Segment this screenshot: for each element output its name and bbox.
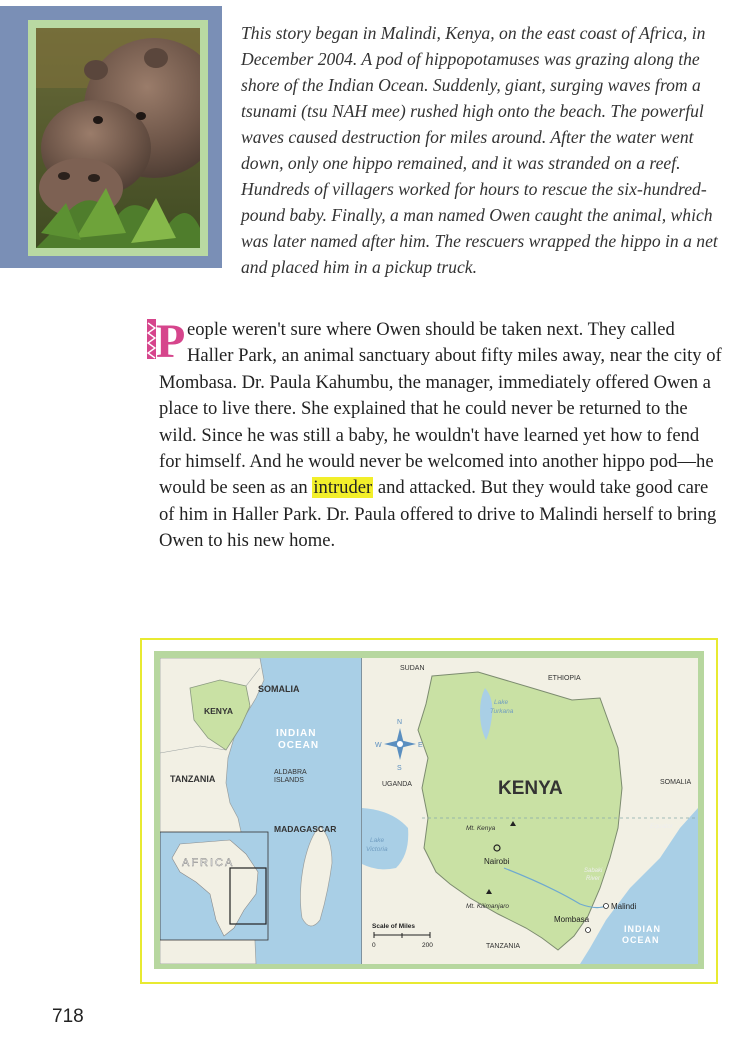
- drop-cap-letter: P: [156, 317, 185, 361]
- page-number: 718: [52, 1006, 84, 1027]
- label-sudan: SUDAN: [400, 665, 425, 672]
- label-aldabra-2: ISLANDS: [274, 777, 304, 784]
- body-text-end: and attacked. But they would take good care of him in Haller Park. Dr. Paula offered to drive to Malindi herself to bring Owen to his new home.: [159, 477, 717, 552]
- label-africa: AFRICA: [182, 857, 235, 869]
- label-mombasa: Mombasa: [554, 915, 590, 924]
- label-lake-victoria-1: Lake: [370, 837, 385, 844]
- label-lake-victoria-2: Victoria: [366, 846, 388, 853]
- photo-frame: [0, 6, 222, 268]
- mombasa-dot: [586, 928, 591, 933]
- label-indian-ocean-left-1: INDIAN: [276, 728, 317, 739]
- body-paragraph: [156, 317, 724, 555]
- body-text-start: eople weren't sure where Owen should be taken next. They called Haller Park, an animal sanctuary about fifty miles away, near the city of Mombasa. Dr. Paula Kahumbu, the manager, immediately offered Owen a place to live there. She explained that he could never be returned to the wild. Since he was still a baby, he wouldn't have learned yet how to fend for himself. And he would never be welcomed into another hippo pod—he would be seen as an: [159, 319, 722, 499]
- label-mt-kenya: Mt. Kenya: [466, 825, 496, 832]
- label-mt-kilimanjaro: Mt. Kilimanjaro: [466, 903, 509, 910]
- label-tanzania-right: TANZANIA: [486, 943, 521, 950]
- compass-n: N: [397, 719, 403, 726]
- malindi-dot: [604, 904, 609, 909]
- kenya-map: [160, 658, 698, 964]
- label-uganda: UGANDA: [382, 781, 412, 788]
- label-indian-ocean-right-2: OCEAN: [622, 935, 660, 945]
- label-kenya-left: KENYA: [204, 706, 233, 716]
- photo-mat: [28, 20, 208, 256]
- scale-title: Scale of Miles: [372, 923, 415, 930]
- label-indian-ocean-right-1: INDIAN: [624, 924, 661, 934]
- hippo-photo: [36, 28, 200, 248]
- label-sabaki-1: Sabaki: [584, 868, 603, 874]
- label-sabaki-2: River: [586, 876, 601, 882]
- compass-e: E: [418, 742, 423, 749]
- scale-max: 200: [422, 942, 433, 949]
- map-figure: [140, 638, 718, 984]
- label-nairobi: Nairobi: [484, 857, 510, 866]
- label-aldabra-1: ALDABRA: [274, 769, 307, 776]
- label-somalia-right: SOMALIA: [660, 779, 692, 786]
- compass-w: W: [375, 742, 382, 749]
- label-somalia-left: SOMALIA: [258, 684, 300, 694]
- drop-cap-ornament: [147, 317, 185, 361]
- label-tanzania-left: TANZANIA: [170, 774, 216, 784]
- label-indian-ocean-left-2: OCEAN: [278, 740, 320, 751]
- label-ethiopia: ETHIOPIA: [548, 675, 581, 682]
- compass-s: S: [397, 765, 402, 772]
- scale-zero: 0: [372, 942, 376, 949]
- highlighted-word[interactable]: intruder: [313, 477, 373, 499]
- intro-paragraph: This story began in Malindi, Kenya, on the east coast of Africa, in December 2004. A pod of hippopotamuses was grazing along the shore of the Indian Ocean. Suddenly, giant, surging waves from a tsunami (tsu NAH mee) rushed high onto the beach. The powerful waves caused destruction for miles around. After the water went down, only one hippo remained, and it was stranded on a reef. Hundreds of villagers worked for hours to rescue the six-hundred-pound baby. Finally, a man named Owen caught the animal, which was later named after him. The rescuers wrapped the hippo in a net and placed him in a pickup truck.: [241, 23, 718, 277]
- label-equator: Equator: [650, 823, 673, 830]
- label-kenya-right: KENYA: [498, 778, 563, 799]
- label-malindi: Malindi: [611, 902, 637, 911]
- drop-cap: [147, 317, 185, 361]
- label-lake-turkana-1: Lake: [494, 699, 509, 706]
- label-lake-turkana-2: Turkana: [490, 708, 514, 715]
- label-madagascar: MADAGASCAR: [274, 824, 337, 834]
